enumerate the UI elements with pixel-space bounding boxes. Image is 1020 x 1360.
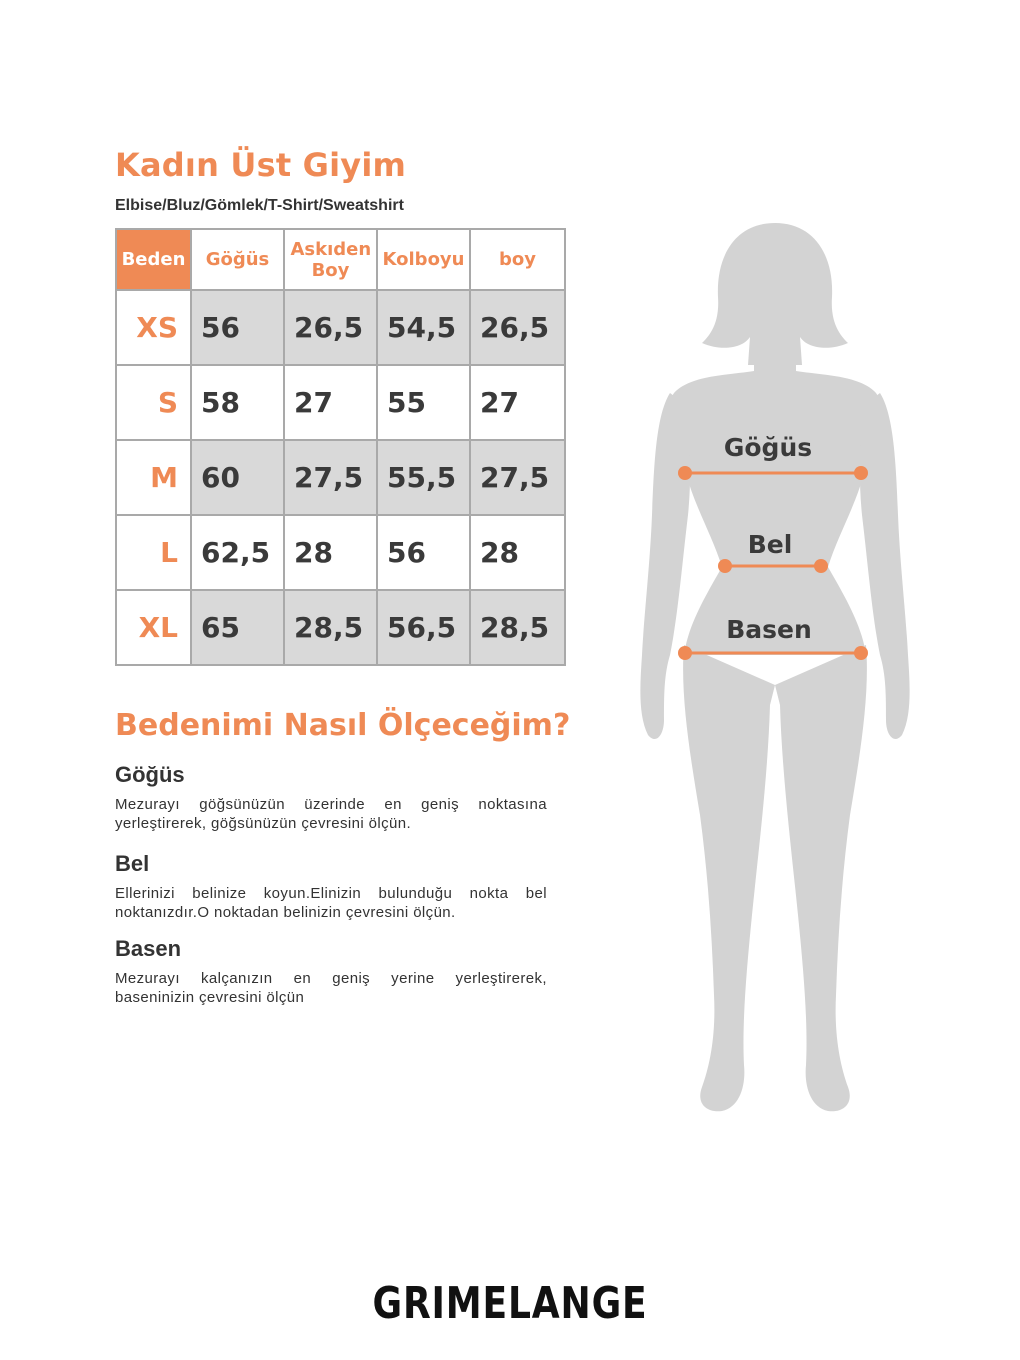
female-silhouette-icon xyxy=(630,215,920,1125)
column-header-boy: boy xyxy=(470,229,565,290)
waist-label: Bel xyxy=(747,530,793,559)
gogus-cell: 60 xyxy=(191,440,284,515)
table-row xyxy=(116,365,565,440)
table-row xyxy=(116,590,565,665)
askiden-boy-cell: 27 xyxy=(284,365,377,440)
gogus-cell: 65 xyxy=(191,590,284,665)
boy-cell: 28,5 xyxy=(470,590,565,665)
gogus-cell: 62,5 xyxy=(191,515,284,590)
brand-logo: GRIMELANGE xyxy=(372,1278,648,1329)
page-subtitle: Elbise/Bluz/Gömlek/T-Shirt/Sweatshirt xyxy=(115,197,404,214)
askiden-boy-cell: 27,5 xyxy=(284,440,377,515)
size-cell: XL xyxy=(116,590,191,665)
table-row xyxy=(116,440,565,515)
kolboyu-cell: 56 xyxy=(377,515,470,590)
body-figure xyxy=(630,215,920,1125)
chest-label: Göğüs xyxy=(723,433,813,462)
boy-cell: 27 xyxy=(470,365,565,440)
kolboyu-cell: 55 xyxy=(377,365,470,440)
kolboyu-cell: 56,5 xyxy=(377,590,470,665)
table-header-row xyxy=(116,229,565,290)
section-heading-bel: Bel xyxy=(115,851,150,876)
section-heading-basen: Basen xyxy=(115,936,182,961)
gogus-cell: 58 xyxy=(191,365,284,440)
boy-cell: 27,5 xyxy=(470,440,565,515)
page-title: Kadın Üst Giyim xyxy=(115,146,407,184)
column-header-askiden-boy-text: Askıden Boy xyxy=(290,238,372,281)
column-header-beden: Beden xyxy=(116,229,191,290)
kolboyu-cell: 55,5 xyxy=(377,440,470,515)
table-row xyxy=(116,515,565,590)
size-cell: L xyxy=(116,515,191,590)
boy-cell: 26,5 xyxy=(470,290,565,365)
section-text-bel: Ellerinizi belinize koyun.Elinizin bulunduğu nokta bel noktanızdır.O noktadan belinizin çevresini ölçün. xyxy=(115,885,547,921)
column-header-gogus: Göğüs xyxy=(191,229,284,290)
size-cell: S xyxy=(116,365,191,440)
section-text-gogus: Mezurayı göğsünüzün üzerinde en geniş noktasına yerleştirerek, göğsünüzün çevresini ölçün. xyxy=(115,796,547,832)
askiden-boy-cell: 28 xyxy=(284,515,377,590)
section-heading-gogus: Göğüs xyxy=(115,762,185,787)
size-cell: XS xyxy=(116,290,191,365)
table-row xyxy=(116,290,565,365)
boy-cell: 28 xyxy=(470,515,565,590)
howto-title: Bedenimi Nasıl Ölçeceğim? xyxy=(115,708,571,743)
column-header-askiden-boy xyxy=(284,229,377,290)
gogus-cell: 56 xyxy=(191,290,284,365)
section-text-basen: Mezurayı kalçanızın en geniş yerine yerleştirerek, baseninizin çevresini ölçün xyxy=(115,970,547,1006)
askiden-boy-cell: 28,5 xyxy=(284,590,377,665)
hip-label: Basen xyxy=(726,615,812,644)
size-table xyxy=(115,228,566,666)
size-cell: M xyxy=(116,440,191,515)
column-header-kolboyu: Kolboyu xyxy=(377,229,470,290)
askiden-boy-cell: 26,5 xyxy=(284,290,377,365)
kolboyu-cell: 54,5 xyxy=(377,290,470,365)
